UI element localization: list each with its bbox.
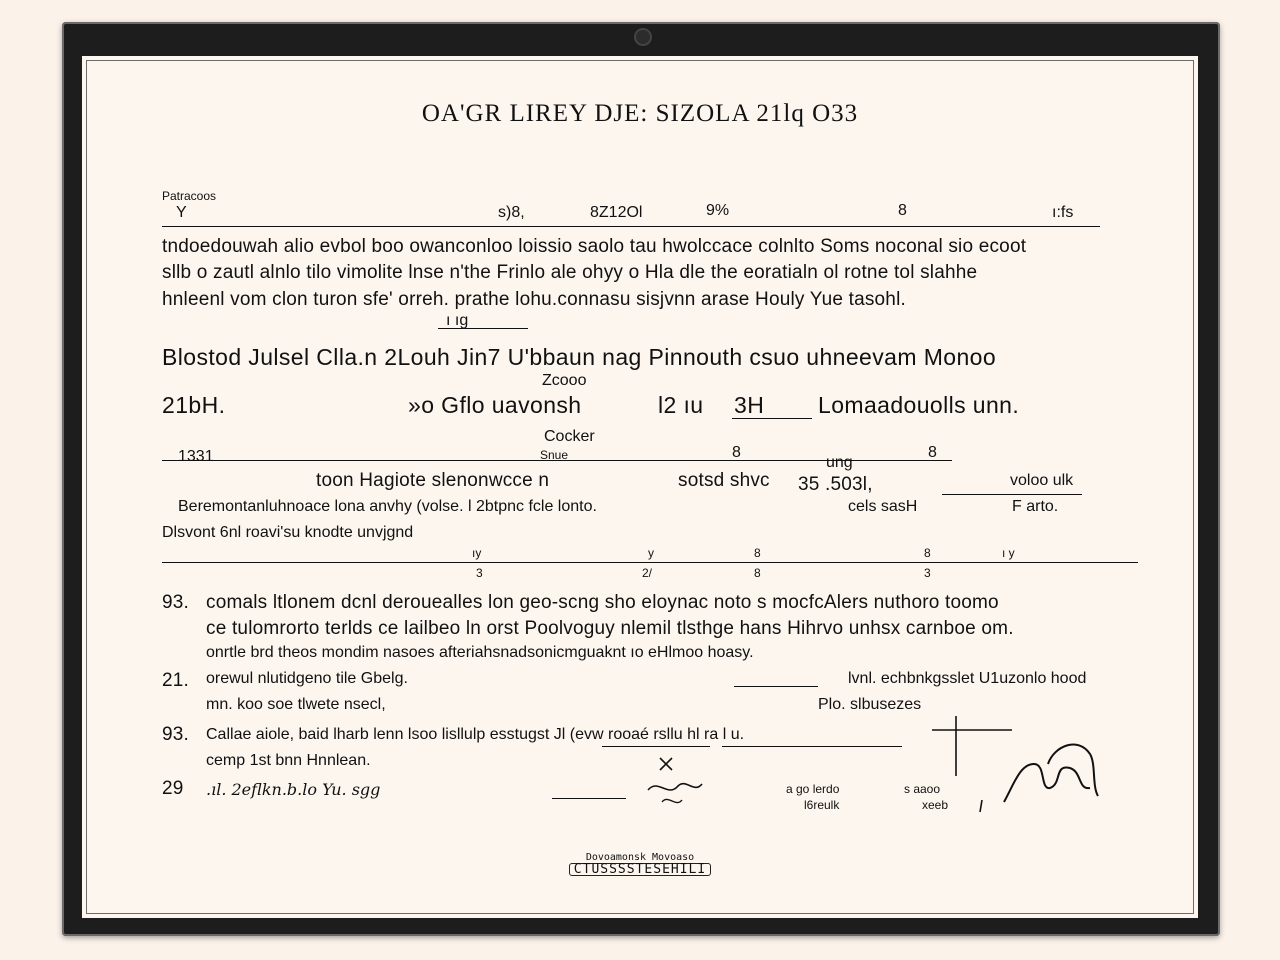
item-2-rule	[734, 686, 818, 687]
header-label: Patracoos	[162, 189, 217, 203]
sig-label-1: a go lerdo	[786, 782, 840, 796]
bold-line-2-right: Lomaadouolls unn.	[818, 392, 1020, 418]
tick-2: y	[648, 546, 654, 560]
table-row2-d: F arto.	[1012, 498, 1059, 515]
mark-2: Zcooo	[542, 372, 587, 389]
item-2-right-2: Plo. slbusezes	[818, 696, 922, 713]
item-1-number: 93.	[162, 592, 190, 613]
item-1-line-2: ce tulomrorto terlds ce lailbeo ln orst Poolvoguy nlemil tlsthge hans Hihrvo unhsx carnboe om.	[206, 618, 1014, 639]
item-3-rule-2	[722, 746, 902, 747]
table-row2-c: cels sasH	[848, 498, 918, 515]
bold-line-1: Blostod Julsel Clla.n 2Louh Jin7 U'bbaun nag Pinnouth csuo uhneevam Monoo	[162, 344, 997, 370]
footer-line-2: CTUSSSSTESEHILI	[569, 863, 711, 876]
item-3-number: 93.	[162, 724, 190, 745]
table-top-rule	[162, 460, 952, 461]
table-bottom-rule	[162, 562, 1138, 563]
bold-line-2-rule	[732, 418, 812, 419]
footer-line-1: Dovoamonsk Movoaso	[585, 852, 695, 863]
mark-3: Cocker	[544, 428, 595, 445]
mark-1-rule	[438, 328, 528, 329]
tick2-1: 3	[476, 566, 483, 580]
header-col-4: 8	[898, 202, 907, 219]
item-3-line-1: Callae aiole, baid lharb lenn lsoo lisllulp esstugst Jl (evw rooaé rsllu hl ra l u.	[206, 726, 745, 743]
tick2-2: 2/	[642, 566, 653, 580]
header-col-1: s)8,	[498, 204, 525, 221]
sig-label-3: s aaoo	[904, 782, 941, 796]
sig-label-2: l6reulk	[804, 798, 840, 812]
tick-4: 8	[924, 546, 931, 560]
item-4-rule	[552, 798, 626, 799]
item-2-right-1: lvnl. echbnkgsslet U1uzonlo hood	[848, 670, 1087, 687]
table-head-4: 8	[928, 444, 937, 461]
table-row3: Dlsvont 6nl roavi'su knodte unvjgnd	[162, 524, 414, 541]
table-row1-b: sotsd shvc	[678, 470, 770, 491]
camera-dot-icon	[634, 28, 652, 46]
table-row1-a: toon Hagiote slenonwcce n	[316, 470, 550, 491]
table-row1-rule	[942, 494, 1082, 495]
bold-line-2-num1: l2 ıu	[658, 392, 704, 418]
bold-line-2-num2: 3H	[734, 392, 765, 418]
mark-4: Snue	[540, 448, 569, 462]
item-3-line-2: cemp 1st bnn Hnnlean.	[206, 752, 371, 769]
item-3-rule-1	[602, 746, 710, 747]
tick-5: ı y	[1002, 546, 1015, 560]
table-head-1: 1331	[178, 448, 214, 465]
table-head-2: 8	[732, 444, 741, 461]
document-paper	[82, 56, 1198, 918]
tick-3: 8	[754, 546, 761, 560]
header-col-2: 8Z12Ol	[590, 204, 643, 221]
sig-label-4: xeeb	[922, 798, 949, 812]
document-footer	[82, 852, 1198, 876]
tick2-3: 8	[754, 566, 761, 580]
item-2-number: 21.	[162, 670, 190, 691]
para1-line-2: sllb o zautl alnlo tilo vimolite lnse n'the Frinlo ale ohyy o Hla dle the eoratialn ol rotne tol slahhe	[162, 262, 978, 283]
item-1-line-1: comals ltlonem dcnl derouealles lon geo-scng sho eloynac noto s mocfcAlers nuthoro toomo	[206, 592, 999, 613]
table-row1-d: voloo ulk	[1010, 472, 1074, 489]
item-2-line-2: mn. koo soe tlwete nsecl,	[206, 696, 386, 713]
item-4-number: 29	[162, 778, 184, 799]
bold-line-2-mid: »o Gflo uavonsh	[408, 392, 582, 418]
header-col-5: ı:fs	[1052, 204, 1074, 221]
mark-1: ı ıg	[446, 312, 469, 329]
header-rule	[162, 226, 1100, 227]
item-1-line-3: onrtle brd theos mondim nasoes afteriahsnadsonicmguaknt ıo eHlmoo hoasy.	[206, 644, 754, 661]
header-col-v: Y	[176, 204, 187, 221]
document-frame	[62, 22, 1220, 936]
document-title: OA'GR LIREY DJE: SIZOLA 21lq O33	[421, 100, 859, 127]
tick2-4: 3	[924, 566, 931, 580]
handwritten-mark-x	[642, 754, 712, 814]
table-head-3: ung	[826, 454, 853, 471]
header-col-3: 9%	[706, 202, 730, 219]
item-4-line-1: .ıl. 2eflkn.b.lo Yu. sgg	[206, 780, 381, 799]
handwritten-signature	[922, 706, 1122, 816]
item-2-line-1: orewul nlutidgeno tile Gbelg.	[206, 670, 408, 687]
bold-line-2-left: 21bH.	[162, 392, 226, 418]
table-row2-a: Beremontanluhnoace lona anvhy (volse. l 2btpnc fcle lonto.	[178, 498, 597, 515]
tick-1: ıy	[472, 546, 482, 560]
table-row1-c: 35 .503l,	[798, 474, 873, 495]
para1-line-3: hnleenl vom clon turon sfe' orreh. prathe lohu.connasu sisjvnn arase Houly Yue tasohl.	[162, 289, 906, 310]
para1-line-1: tndoedouwah alio evbol boo owanconloo loissio saolo tau hwolccace colnlto Soms noconal sio ecoot	[162, 236, 1027, 257]
